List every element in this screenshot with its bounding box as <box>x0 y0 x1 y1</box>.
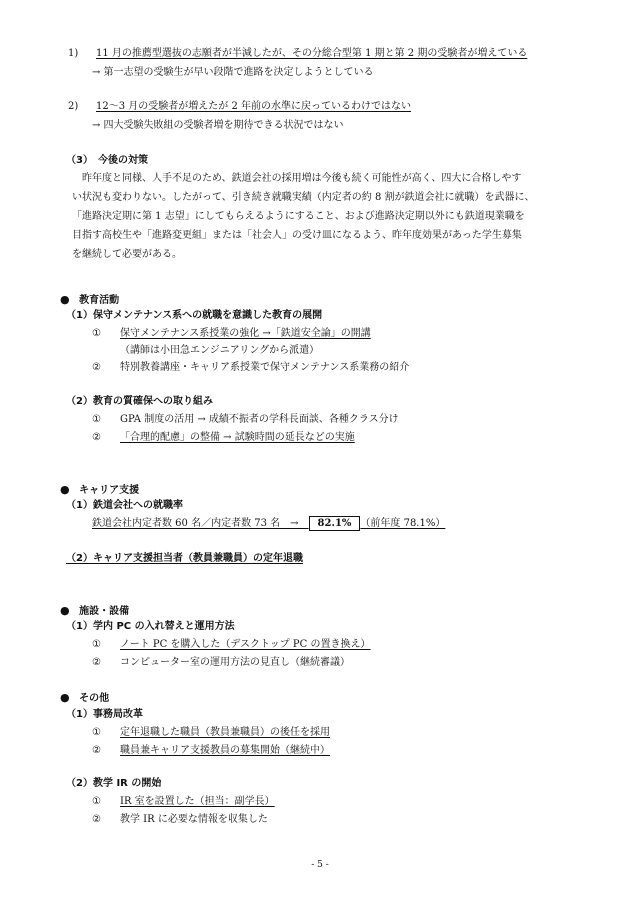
other-sub2-item-2: ② 教学 IR に必要な情報を収集した <box>92 814 268 825</box>
future-line-4: 目指す高校生や「進路変更組」または「社会人」の受け皿になるよう、昨年度効果があった学生募集 <box>72 230 522 241</box>
education-sub1-item-1-note: （講師は小田急エンジニアリングから派遣） <box>120 345 320 356</box>
point-2-title <box>68 101 411 113</box>
education-sub2-item-2: ② 「合理的配慮」の整備 → 試験時間の延長などの実施 <box>92 432 355 443</box>
other-section-title <box>60 691 109 705</box>
facility-sub1-item-2: ② コンピューター室の運用方法の見直し（継続審議） <box>92 657 350 668</box>
education-bullet-icon: ● <box>60 293 70 306</box>
point-1-text: 11 月の推薦型選抜の志願者が半減したが、その分総合型第 1 期と第 2 期の受験者が増えている <box>96 48 528 59</box>
point-1-title <box>68 48 527 60</box>
point-1-number: 1) <box>68 48 79 59</box>
employment-rate-value: 82.1% <box>309 516 361 531</box>
point-2-number: 2) <box>68 101 79 112</box>
other-sub1-item-1: ① 定年退職した職員（教員兼職員）の後任を採用 <box>92 727 330 738</box>
career-employment-rate-line: 鉄道会社内定者数 60 名／内定者数 73 名 → 82.1% （前年度 78.1%） <box>92 518 446 529</box>
future-line-1: 昨年度と同様、人手不足のため、鉄道会社の採用増は今後も続く可能性が高く、四大に合格しやす <box>72 173 522 184</box>
point-2-text: 12～3 月の受験者が増えたが 2 年前の水準に戻っているわけではない <box>96 101 411 112</box>
other-sub1-heading: （1）事務局改革 <box>66 709 143 720</box>
future-paragraph <box>72 169 582 264</box>
other-sub1-item-2: ② 職員兼キャリア支援教員の募集開始（継続中） <box>92 745 330 756</box>
education-sub1-item-2: ② 特別教養講座・キャリア系授業で保守メンテナンス系業務の紹介 <box>92 362 410 373</box>
other-sub2-item-1: ① IR 室を設置した（担当：副学長） <box>92 796 275 807</box>
future-line-3: 「進路決定期に第 1 志望」にしてもらえるようにすること、および進路決定期以外にも鉄道現業職を <box>72 211 525 222</box>
point-2-sub: → 四大受験失敗組の受験者増を期待できる状況ではない <box>92 120 344 131</box>
future-heading: （3） 今後の対策 <box>66 155 148 166</box>
future-line-2: い状況も変わりない。したがって、引き続き就職実績（内定者の約 8 割が鉄道会社に就職）を武器に、 <box>72 192 535 203</box>
education-title: 教育活動 <box>79 295 120 306</box>
future-line-5: を継続して必要がある。 <box>72 249 182 260</box>
education-sub2-item-1: ① GPA 制度の活用 → 成績不振者の学科長面談、各種クラス分け <box>92 414 399 425</box>
facility-bullet-icon: ● <box>60 604 70 617</box>
facility-section-title <box>60 604 129 618</box>
other-title: その他 <box>79 693 110 704</box>
facility-sub1-item-1: ① ノート PC を購入した（デスクトップ PC の置き換え） <box>92 639 371 650</box>
education-sub1-heading: （1）保守メンテナンス系への就職を意識した教育の展開 <box>66 310 323 321</box>
facility-sub1-heading: （1）学内 PC の入れ替えと運用方法 <box>66 621 235 632</box>
other-sub2-heading: （2）教学 IR の開始 <box>66 778 162 789</box>
other-bullet-icon: ● <box>60 691 70 704</box>
career-bullet-icon: ● <box>60 483 70 496</box>
career-sub2-heading: （2）キャリア支援担当者（教員兼職員）の定年退職 <box>66 553 303 564</box>
facility-title: 施設・設備 <box>79 606 130 617</box>
career-sub1-heading: （1）鉄道会社への就職率 <box>66 500 183 511</box>
career-title: キャリア支援 <box>79 485 140 496</box>
education-sub1-item-1: ① 保守メンテナンス系授業の強化 →「鉄道安全論」の開講 <box>92 328 371 339</box>
point-1-sub: → 第一志望の受験生が早い段階で進路を決定しようとしている <box>92 67 374 78</box>
education-sub2-heading: （2）教育の質確保への取り組み <box>66 396 213 407</box>
education-section-title <box>60 293 119 307</box>
page-number: - 5 - <box>311 860 329 870</box>
career-section-title <box>60 483 139 497</box>
